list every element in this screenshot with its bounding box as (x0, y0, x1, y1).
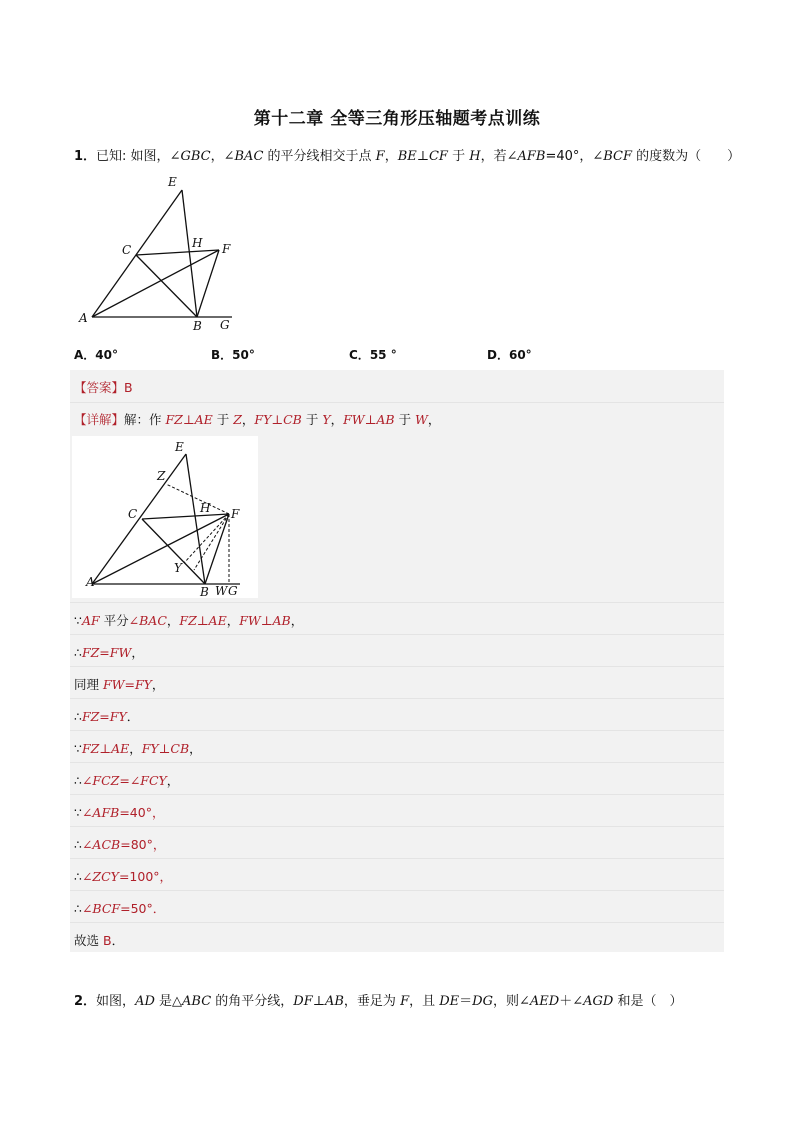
label-Y: Y (174, 561, 182, 575)
label-E: E (175, 440, 184, 454)
label-E: E (168, 175, 177, 189)
step-11: 故选 B． (74, 933, 125, 948)
label-F: F (222, 242, 231, 256)
question-number: 1． (74, 149, 97, 164)
label-C: C (128, 507, 138, 521)
label-F: F (231, 507, 240, 521)
answer-section (70, 370, 724, 952)
step-8: ∴∠ACB=80°， (74, 837, 166, 852)
step-5: ∵FZ⊥AE，FY⊥CB， (74, 741, 202, 756)
label-A: A (86, 575, 95, 589)
label-G: G (228, 584, 238, 598)
geometry-figure-1 (74, 172, 244, 334)
label-H: H (200, 501, 211, 515)
label-H: H (192, 236, 203, 250)
answer-line: 【答案】B (74, 380, 133, 395)
geometry-figure-2 (72, 436, 258, 598)
step-1: ∵AF 平分∠BAC，FZ⊥AE，FW⊥AB， (74, 613, 304, 628)
question-1-text: 1．已知: 如图，∠GBC，∠BAC 的平分线相交于点 F，BE⊥CF 于 H，若∠AFB=40°，∠BCF 的度数为（ ） (74, 149, 741, 164)
question-2-text: 2．如图，AD 是△ABC 的角平分线，DF⊥AB，垂足为 F，且 DE＝DG，则∠AED＋∠AGD 和是（ ） (74, 994, 683, 1009)
label-B: B (200, 585, 209, 598)
page-title: 第十二章 全等三角形压轴题考点训练 (253, 109, 541, 129)
label-A: A (79, 311, 88, 325)
label-B: B (193, 319, 202, 333)
step-4: ∴FZ=FY． (74, 709, 140, 724)
step-3: 同理 FW=FY， (74, 677, 165, 692)
step-10: ∴∠BCF=50°． (74, 901, 166, 916)
step-6: ∴∠FCZ=∠FCY， (74, 773, 180, 788)
label-C: C (122, 243, 132, 257)
label-W: W (215, 584, 228, 598)
step-9: ∴∠ZCY=100°， (74, 869, 173, 884)
step-7: ∵∠AFB=40°， (74, 805, 165, 820)
step-2: ∴FZ=FW， (74, 645, 144, 660)
label-G: G (220, 318, 230, 332)
detail-line: 【详解】解：作 FZ⊥AE 于 Z，FY⊥CB 于 Y，FW⊥AB 于 W， (74, 412, 441, 427)
option-c[interactable]: C．55 ° (349, 348, 397, 362)
label-Z: Z (157, 469, 166, 483)
option-b[interactable]: B．50° (211, 348, 255, 362)
answer-value: B (124, 380, 133, 395)
option-a[interactable]: A．40° (74, 348, 118, 362)
question-number: 2． (74, 994, 97, 1009)
option-d[interactable]: D．60° (487, 348, 532, 362)
